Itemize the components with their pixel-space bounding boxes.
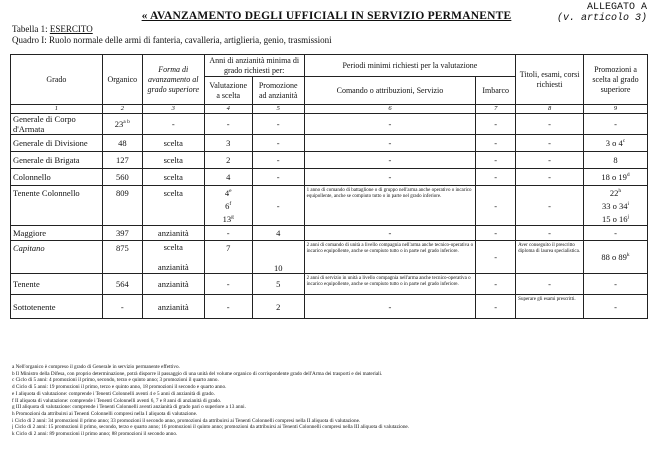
cell-grado: Sottotenente bbox=[11, 295, 103, 319]
cell-forma: scelta bbox=[142, 186, 204, 226]
footnote-ref: k bbox=[626, 252, 630, 259]
cell-forma: anzianità bbox=[142, 226, 204, 241]
table-row bbox=[11, 169, 648, 186]
col-number: 1 bbox=[11, 105, 103, 114]
footnote: g III aliquota di valutazione: comprende i Tenenti Colonnelli aventi anzianità di grado pari o superiore a 13 anni. bbox=[12, 404, 246, 411]
footnote: i Ciclo di 2 anni: 34 promozioni il primo anno; 33 promozioni il secondo anno, promozioni da attribuirsi ai Tenenti Colonnelli compresi nella II aliquota di valutazione. bbox=[12, 417, 361, 424]
cell-titoli: - bbox=[516, 169, 584, 186]
tabella-prefix: Tabella 1: bbox=[12, 24, 50, 34]
avanzamento-table bbox=[10, 54, 648, 319]
footnote: c Ciclo di 5 anni: 4 promozioni il primo, secondo, terzo e quinto anno; 3 promozioni il quarto anno. bbox=[12, 377, 219, 384]
cell-comando: - bbox=[304, 152, 476, 169]
promozioni-value: 33 o 34 bbox=[602, 200, 628, 211]
forma-scelta: scelta bbox=[163, 241, 183, 252]
cell-grado: Colonnello bbox=[11, 169, 103, 186]
cell-organico: - bbox=[102, 295, 142, 319]
promozioni-line bbox=[586, 199, 645, 212]
cell-grado: Generale di Corpo d'Armata bbox=[11, 114, 103, 135]
cell-comando: 2 anni di comando di unità a livello compagnia nell'arma anche tecnico-operativa o incarico equipollente, anche se compiuto tutto o in parte nel grado inferiore. bbox=[304, 241, 476, 274]
col-valutazione: Valutazione a scelta bbox=[204, 77, 252, 105]
cell-promozione: - bbox=[252, 135, 304, 152]
col-number: 4 bbox=[204, 105, 252, 114]
cell-forma bbox=[142, 241, 204, 274]
footnote: h Promozioni da attribuirsi ai Tenenti Colonnelli compresi nella I aliquota di valutazione. bbox=[12, 410, 198, 417]
cell-promozioni bbox=[584, 241, 648, 274]
cell-comando: 2 anni di servizio in unità a livello compagnia nell'arma anche tecnico-operativa o incarico equipollente, anche se compiuto tutto o in parte nel grado inferiore. bbox=[304, 274, 476, 295]
cell-comando: 1 anno di comando di battaglione o di gruppo nell'arma anche operativo o incarico equipollente, anche se compiuto tutto o in parte nel grado inferiore. bbox=[304, 186, 476, 226]
footnote: k Ciclo di 2 anni: 89 promozioni il primo anno; 88 promozioni il secondo anno. bbox=[12, 431, 178, 438]
cell-imbarco: - bbox=[476, 295, 516, 319]
table-row bbox=[11, 226, 648, 241]
valutazione-line bbox=[207, 212, 250, 225]
footnotes bbox=[12, 364, 642, 438]
col-number: 9 bbox=[584, 105, 648, 114]
col-organico: Organico bbox=[102, 55, 142, 105]
cell-forma: anzianità bbox=[142, 295, 204, 319]
cell-grado: Tenente Colonnello bbox=[11, 186, 103, 226]
cell-valutazione: 4 bbox=[204, 169, 252, 186]
footnote-ref: h bbox=[618, 188, 622, 195]
cell-imbarco: - bbox=[476, 241, 516, 274]
col-promozioni: Promozioni a scelta al grado superiore bbox=[584, 55, 648, 105]
cell-titoli: Superare gli esami prescritti. bbox=[516, 295, 584, 319]
cell-promozioni: - bbox=[584, 274, 648, 295]
cell-organico bbox=[102, 114, 142, 135]
table-row bbox=[11, 114, 648, 135]
cell-forma: scelta bbox=[142, 135, 204, 152]
table-row bbox=[11, 186, 648, 226]
footnote-ref: j bbox=[627, 213, 630, 220]
footnote: b Il Ministro della Difesa, con proprio determinazione, potrà disporre il passaggio di una unità del volume organico di corrispondente grado dell'Arma dei trasporti e dei materiali. bbox=[12, 370, 383, 377]
table-row bbox=[11, 241, 648, 274]
quadro-label: Quadro I: Ruolo normale delle armi di fanteria, cavalleria, artiglieria, genio, trasmissioni bbox=[12, 35, 332, 45]
footnote-ref: i bbox=[627, 201, 630, 208]
cell-imbarco: - bbox=[476, 186, 516, 226]
promozioni-value: 22 bbox=[609, 188, 619, 199]
cell-comando: - bbox=[304, 226, 476, 241]
cell-grado: Maggiore bbox=[11, 226, 103, 241]
footnote: j Ciclo di 2 anni: 15 promozioni il primo, secondo, terzo e quarto anno; 16 promozioni il quinto anno; promozioni da attribuirsi ai Tenenti Colonnelli compresi nella III aliquota di valutazione. bbox=[12, 424, 410, 431]
valutazione-value: 6 bbox=[225, 200, 230, 211]
tabella-label bbox=[12, 24, 93, 34]
footnote: d Ciclo di 5 anni: 19 promozioni il primo, terzo e quinto anno, 18 promozioni il secondo e quarto anno. bbox=[12, 384, 227, 391]
cell-imbarco: - bbox=[476, 226, 516, 241]
col-number: 5 bbox=[252, 105, 304, 114]
table-row bbox=[11, 274, 648, 295]
cell-imbarco: - bbox=[476, 152, 516, 169]
cell-comando: - bbox=[304, 295, 476, 319]
organico-value: 23 bbox=[114, 119, 124, 129]
promozioni-line bbox=[586, 212, 645, 225]
allegato-title: ALLEGATO A bbox=[586, 2, 647, 13]
cell-organico: 875 bbox=[102, 241, 142, 274]
footnote: a Nell'organico è compreso il grado di Generale in servizio permanente effettivo. bbox=[12, 364, 180, 370]
cell-titoli: - bbox=[516, 186, 584, 226]
cell-organico: 564 bbox=[102, 274, 142, 295]
cell-titoli: - bbox=[516, 274, 584, 295]
cell-organico: 397 bbox=[102, 226, 142, 241]
col-comando: Comando o attribuzioni, Servizio bbox=[304, 77, 476, 105]
cell-promozioni bbox=[584, 169, 648, 186]
promozioni-value: 88 o 89 bbox=[601, 252, 627, 262]
cell-valutazione: - bbox=[204, 274, 252, 295]
table-row bbox=[11, 135, 648, 152]
cell-imbarco: - bbox=[476, 114, 516, 135]
col-number: 7 bbox=[476, 105, 516, 114]
footnote-ref: d bbox=[626, 172, 630, 179]
cell-valutazione: - bbox=[204, 226, 252, 241]
col-number: 2 bbox=[102, 105, 142, 114]
cell-imbarco: - bbox=[476, 274, 516, 295]
cell-promozioni: - bbox=[584, 295, 648, 319]
promozioni-value: 15 o 16 bbox=[602, 213, 628, 224]
col-anni-group: Anni di anzianità minima di grado richiesti per: bbox=[204, 55, 304, 77]
cell-titoli: - bbox=[516, 152, 584, 169]
cell-promozione: - bbox=[252, 186, 304, 226]
cell-promozione: 5 bbox=[252, 274, 304, 295]
col-number: 3 bbox=[142, 105, 204, 114]
footnote-ref: f bbox=[229, 201, 232, 208]
valutazione-line bbox=[207, 186, 250, 199]
cell-grado: Generale di Brigata bbox=[11, 152, 103, 169]
valutazione-line bbox=[207, 199, 250, 212]
cell-comando: - bbox=[304, 135, 476, 152]
page-title-text: « AVANZAMENTO DEGLI UFFICIALI IN SERVIZIO PERMANENTE bbox=[141, 10, 512, 22]
forma-anzianita: anzianità bbox=[157, 261, 189, 272]
cell-comando: - bbox=[304, 169, 476, 186]
cell-promozione: 10 bbox=[252, 241, 304, 274]
table-row bbox=[11, 295, 648, 319]
cell-valutazione: - bbox=[204, 295, 252, 319]
cell-forma: scelta bbox=[142, 169, 204, 186]
footnote: e I aliquota di valutazione: comprende i Tenenti Colonnelli aventi 4 e 5 anni di anzianità di grado. bbox=[12, 390, 215, 397]
cell-promozioni: - bbox=[584, 114, 648, 135]
tabella-name: ESERCITO bbox=[49, 24, 93, 34]
col-imbarco: Imbarco bbox=[476, 77, 516, 105]
footnote-ref: a b bbox=[123, 119, 130, 126]
cell-forma: anzianità bbox=[142, 274, 204, 295]
cell-promozione: 4 bbox=[252, 226, 304, 241]
cell-forma: - bbox=[142, 114, 204, 135]
col-periodi-group: Periodi minimi richiesti per la valutazione bbox=[304, 55, 516, 77]
cell-imbarco: - bbox=[476, 169, 516, 186]
cell-organico: 48 bbox=[102, 135, 142, 152]
cell-grado: Generale di Divisione bbox=[11, 135, 103, 152]
footnote-ref: g bbox=[231, 213, 234, 220]
valutazione-value: 4 bbox=[224, 188, 230, 199]
promozioni-value: 3 o 4 bbox=[605, 138, 623, 148]
footnote: f II aliquota di valutazione: comprende i Tenenti Colonnelli aventi 6, 7 e 8 anni di anzianità di grado. bbox=[12, 397, 222, 404]
cell-titoli: - bbox=[516, 114, 584, 135]
cell-grado: Capitano bbox=[11, 241, 103, 274]
page-title bbox=[0, 10, 653, 22]
cell-forma: scelta bbox=[142, 152, 204, 169]
cell-promozione: - bbox=[252, 114, 304, 135]
cell-valutazione: - bbox=[204, 114, 252, 135]
col-number: 8 bbox=[516, 105, 584, 114]
cell-imbarco: - bbox=[476, 135, 516, 152]
cell-grado: Tenente bbox=[11, 274, 103, 295]
cell-organico: 127 bbox=[102, 152, 142, 169]
cell-titoli: - bbox=[516, 135, 584, 152]
footnote-ref: c bbox=[622, 138, 626, 145]
cell-valutazione: 7 bbox=[204, 241, 252, 274]
cell-organico: 809 bbox=[102, 186, 142, 226]
cell-organico: 560 bbox=[102, 169, 142, 186]
table-row bbox=[11, 152, 648, 169]
cell-valutazione: 2 bbox=[204, 152, 252, 169]
col-titoli: Titoli, esami, corsi richiesti bbox=[516, 55, 584, 105]
cell-promozioni bbox=[584, 135, 648, 152]
promozioni-value: 18 o 19 bbox=[601, 172, 627, 182]
cell-promozioni: 8 bbox=[584, 152, 648, 169]
cell-promozioni: - bbox=[584, 226, 648, 241]
cell-promozione: 2 bbox=[252, 295, 304, 319]
col-promozione: Promozione ad anzianità bbox=[252, 77, 304, 105]
cell-promozione: - bbox=[252, 169, 304, 186]
cell-titoli: Aver conseguito il prescritto diploma di laurea specialistica. bbox=[516, 241, 584, 274]
cell-titoli: - bbox=[516, 226, 584, 241]
promozioni-line bbox=[586, 186, 645, 199]
cell-valutazione bbox=[204, 186, 252, 226]
col-number: 6 bbox=[304, 105, 476, 114]
cell-comando: - bbox=[304, 114, 476, 135]
footnote-ref: e bbox=[229, 188, 232, 195]
cell-promozioni bbox=[584, 186, 648, 226]
col-grado: Grado bbox=[11, 55, 103, 105]
col-forma: Forma di avanzamento al grado superiore bbox=[142, 55, 204, 105]
articolo-ref: (v. articolo 3) bbox=[556, 13, 647, 24]
valutazione-value: 13 bbox=[222, 213, 232, 224]
cell-promozione: - bbox=[252, 152, 304, 169]
cell-valutazione: 3 bbox=[204, 135, 252, 152]
